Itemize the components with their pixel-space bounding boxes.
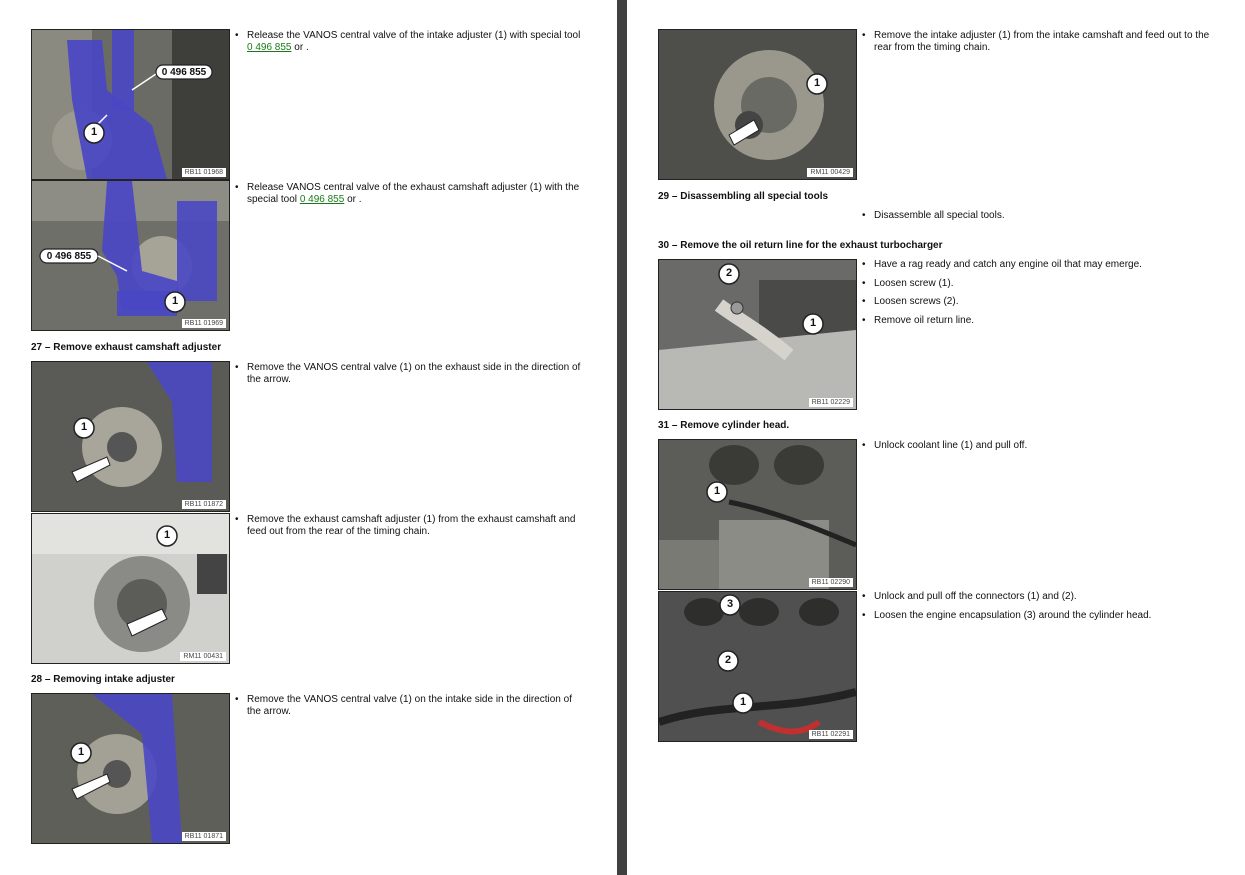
section-29-bullets: • Disassemble all special tools.	[860, 210, 1210, 229]
figure-code: RB11 01969	[182, 319, 226, 328]
figure-code: RB11 01871	[182, 832, 226, 841]
callout-1: 1	[809, 317, 817, 329]
figure-code: RB11 01872	[182, 500, 226, 509]
section-heading-27: 27 – Remove exhaust camshaft adjuster	[31, 342, 222, 353]
callout-tool-number: 0 496 855	[46, 251, 92, 262]
right-page	[627, 0, 1245, 875]
step-remove-intake-valve: • Remove the VANOS central valve (1) on the intake side in the direction of the arrow.	[233, 694, 588, 725]
figure-intake-adjuster	[658, 29, 857, 180]
figure-code: RM11 00429	[807, 168, 853, 177]
figure-code: RB11 02291	[809, 730, 853, 739]
figure-oil-return-line	[658, 259, 857, 410]
callout-1: 1	[171, 295, 179, 307]
figure-code: RB11 02229	[809, 398, 853, 407]
tool-link[interactable]: 0 496 855	[299, 194, 345, 205]
figure-code: RB11 01968	[182, 168, 226, 177]
callout-1: 1	[77, 746, 85, 758]
section-heading-28: 28 – Removing intake adjuster	[31, 674, 175, 685]
step-unlock-coolant-line: • Unlock coolant line (1) and pull off.	[860, 440, 1210, 459]
callout-2: 2	[725, 267, 733, 279]
callout-1: 1	[90, 126, 98, 138]
figure-exhaust-adjuster	[31, 513, 230, 664]
section-heading-31: 31 – Remove cylinder head.	[658, 420, 790, 431]
callout-2: 2	[724, 654, 732, 666]
figure-exhaust-valve-tool	[31, 180, 230, 331]
callout-1: 1	[163, 529, 171, 541]
step-remove-exhaust-valve: • Remove the VANOS central valve (1) on the exhaust side in the direction of the arrow.	[233, 362, 588, 393]
figure-intake-central-valve	[31, 693, 230, 844]
section-30-bullets: • Have a rag ready and catch any engine oil that may emerge. • Loosen screw (1). • Loosen screws (2). • Remove oil return line.	[860, 259, 1220, 333]
callout-1: 1	[739, 696, 747, 708]
figure-connectors-encapsulation	[658, 591, 857, 742]
step-remove-exhaust-adjuster: • Remove the exhaust camshaft adjuster (1) from the exhaust camshaft and feed out from the rear of the timing chain.	[233, 514, 593, 545]
section-heading-29: 29 – Disassembling all special tools	[658, 191, 829, 202]
section-heading-30: 30 – Remove the oil return line for the exhaust turbocharger	[658, 240, 943, 251]
callout-1: 1	[713, 485, 721, 497]
callout-3: 3	[726, 598, 734, 610]
tool-link[interactable]: 0 496 855	[247, 42, 292, 53]
callout-1: 1	[80, 421, 88, 433]
figure-exhaust-central-valve	[31, 361, 230, 512]
step-remove-intake-adjuster: • Remove the intake adjuster (1) from the intake camshaft and feed out to the rear from the timing chain.	[860, 30, 1210, 61]
figure-code: RB11 02290	[809, 578, 853, 587]
callout-tool-number: 0 496 855	[161, 67, 207, 78]
page-divider	[617, 0, 627, 875]
figure-code: RM11 00431	[180, 652, 226, 661]
callout-1: 1	[813, 77, 821, 89]
figure-coolant-line	[658, 439, 857, 590]
left-page	[0, 0, 617, 875]
step-release-intake-valve: • Release the VANOS central valve of the intake adjuster (1) with special tool 0 496 855 or .	[233, 30, 583, 61]
step-connectors-encapsulation: • Unlock and pull off the connectors (1) and (2). • Loosen the engine encapsulation (3) around the cylinder head.	[860, 591, 1220, 628]
figure-intake-valve-tool	[31, 29, 230, 180]
step-release-exhaust-valve: • Release VANOS central valve of the exhaust camshaft adjuster (1) with the special tool 0 496 855 or .	[233, 182, 583, 213]
